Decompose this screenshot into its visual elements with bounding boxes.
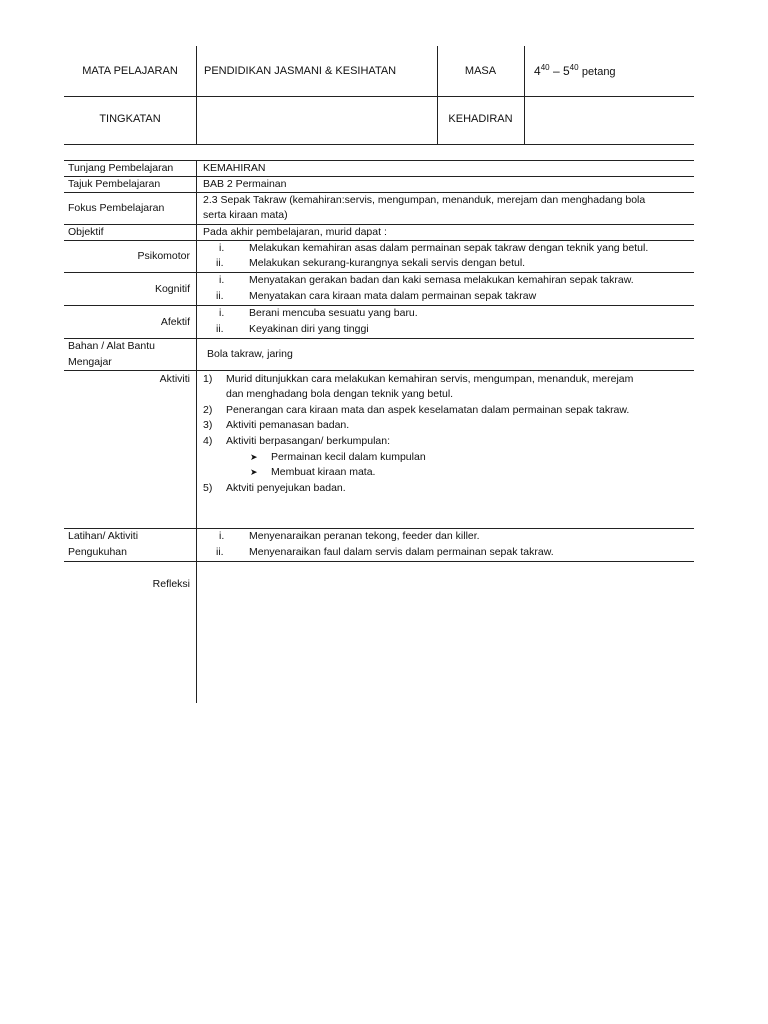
arrowhead-bullet-icon: ➤ (250, 452, 258, 462)
objektif-label: Objektif (68, 226, 104, 238)
time-dash: – (552, 64, 560, 78)
attendance-label: KEHADIRAN (448, 113, 513, 125)
tajuk-label: Tajuk Pembelajaran (68, 178, 161, 190)
list-number: ii. (216, 290, 224, 302)
subject-label: MATA PELAJARAN (82, 65, 178, 77)
time-value (534, 64, 616, 80)
list-number: i. (219, 307, 225, 319)
afektif-label: Afektif (160, 316, 190, 328)
list-item: Aktviti penyejukan badan. (226, 482, 346, 494)
form-label: TINGKATAN (99, 113, 161, 125)
list-item: Berani mencuba sesuatu yang baru. (249, 307, 418, 319)
latihan-label-line2: Pengukuhan (68, 546, 127, 558)
fokus-line2: serta kiraan mata) (203, 209, 288, 221)
list-item: Penerangan cara kiraan mata dan aspek keselamatan dalam permainan sepak takraw. (226, 404, 630, 416)
list-number: 1) (203, 373, 213, 385)
refleksi-label: Refleksi (152, 578, 190, 590)
tajuk-value: BAB 2 Permainan (203, 178, 287, 190)
list-number: i. (219, 274, 225, 286)
time-start-sup: 40 (540, 63, 550, 72)
list-item: Aktiviti pemanasan badan. (226, 419, 350, 431)
time-end-base: 5 (562, 64, 570, 78)
sub-list-item: Permainan kecil dalam kumpulan (271, 451, 426, 463)
list-item-continuation: dan menghadang bola dengan teknik yang betul. (226, 388, 454, 400)
latihan-label-line1: Latihan/ Aktiviti (68, 530, 139, 542)
aktiviti-label: Aktiviti (159, 373, 190, 385)
kognitif-label: Kognitif (154, 283, 190, 295)
list-item: Menyatakan gerakan badan dan kaki semasa melakukan kemahiran sepak takraw. (249, 274, 634, 286)
list-item: Melakukan sekurang-kurangnya sekali servis dengan betul. (249, 257, 526, 269)
list-item: Menyenaraikan faul dalam servis dalam permainan sepak takraw. (249, 546, 554, 558)
psikomotor-label: Psikomotor (137, 250, 190, 262)
list-number: i. (219, 530, 225, 542)
time-suffix: petang (581, 66, 616, 78)
list-item: Aktiviti berpasangan/ berkumpulan: (226, 435, 391, 447)
list-item: Murid ditunjukkan cara melakukan kemahiran servis, mengumpan, menanduk, merejam (226, 373, 634, 385)
bahan-value: Bola takraw, jaring (207, 348, 293, 360)
bahan-label-line2: Mengajar (68, 356, 112, 368)
tunjang-value: KEMAHIRAN (203, 162, 266, 174)
objektif-value: Pada akhir pembelajaran, murid dapat : (203, 226, 387, 238)
time-start-base: 4 (534, 64, 541, 78)
list-number: 3) (203, 419, 213, 431)
list-number: ii. (216, 546, 224, 558)
tunjang-label: Tunjang Pembelajaran (68, 162, 174, 174)
list-number: ii. (216, 323, 224, 335)
list-number: 2) (203, 404, 213, 416)
list-number: 5) (203, 482, 213, 494)
time-label: MASA (464, 65, 497, 77)
fokus-label: Fokus Pembelajaran (68, 202, 165, 214)
list-item: Menyatakan cara kiraan mata dalam permainan sepak takraw (249, 290, 537, 302)
subject-value: PENDIDIKAN JASMANI & KESIHATAN (204, 65, 397, 77)
list-item: Keyakinan diri yang tinggi (249, 323, 369, 335)
sub-list-item: Membuat kiraan mata. (271, 466, 376, 478)
list-number: ii. (216, 257, 224, 269)
fokus-line1: 2.3 Sepak Takraw (kemahiran:servis, mengumpan, menanduk, merejam dan menghadang bola (203, 194, 646, 206)
list-number: i. (219, 242, 225, 254)
list-item: Menyenaraikan peranan tekong, feeder dan killer. (249, 530, 480, 542)
bahan-label-line1: Bahan / Alat Bantu (68, 340, 155, 352)
list-number: 4) (203, 435, 213, 447)
arrowhead-bullet-icon: ➤ (250, 467, 258, 477)
time-end-sup: 40 (569, 63, 579, 72)
list-item: Melakukan kemahiran asas dalam permainan sepak takraw dengan teknik yang betul. (249, 242, 649, 254)
